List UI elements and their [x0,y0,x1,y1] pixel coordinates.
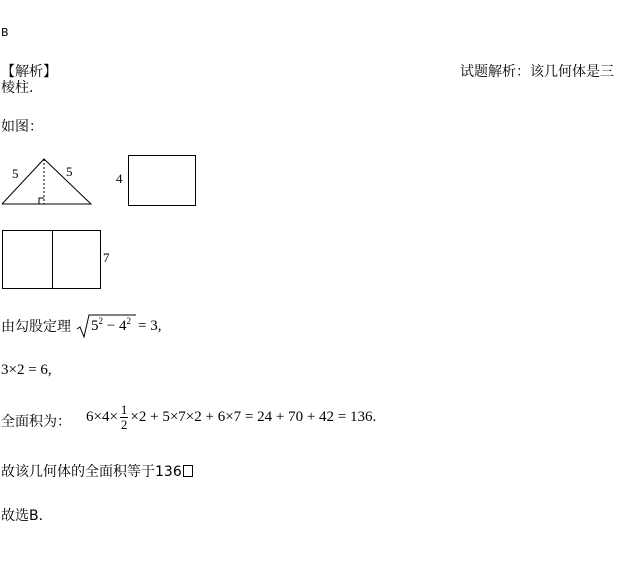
analysis-text-continued: 棱柱. [1,80,34,96]
choose-text: 故选B. [1,508,44,524]
analysis-label: 【解析】 [1,64,57,80]
surface-label: 全面积为： [1,414,71,430]
answer-letter: B [1,26,9,39]
rectangle-figure [125,154,200,208]
analysis-text: 试题解析：该几何体是三 [460,64,614,80]
pythag-result: = 3, [138,318,162,334]
pythag-prefix: 由勾股定理 [1,319,71,335]
figure-caption: 如图： [1,119,43,135]
triangle-left-label: 5 [12,166,19,181]
rect2-side-label: 7 [103,250,110,265]
split-rectangle-figure [0,229,104,291]
surface-formula: 6×4× $\frac{1}{2}$ ×2 + 5×7×2 + 6×7 = 24 + 70 + 42 = 136. [86,402,377,432]
product-line: 3×2 = 6, [1,362,52,378]
conclusion-text: 故该几何体的全面积等于136 [1,463,193,481]
rect-side-label: 4 [116,171,123,186]
pythag-expression: $5^2 - 4^2$ [91,316,131,334]
triangle-right-label: 5 [66,164,73,179]
